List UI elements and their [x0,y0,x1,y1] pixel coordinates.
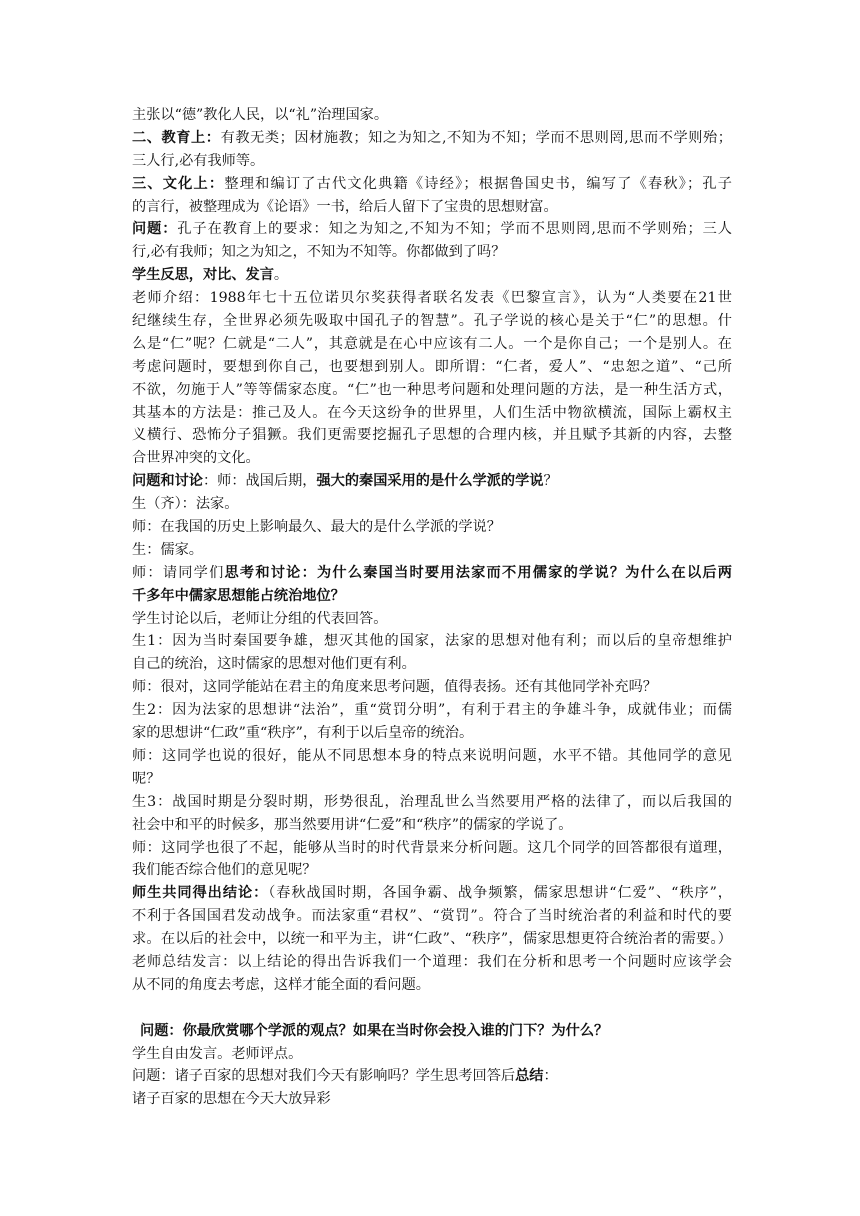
text-line [132,837,732,860]
text-run: 生1：因为当时秦国要争雄，想灭其他的国家，法家的思想对他有利；而以后的皇帝想维护 [132,633,732,650]
text-run: 纪继续生存，全世界必须先吸取中国孔子的智慧”。孔子学说的核心是关于“仁”的思想。什 [132,313,732,330]
text-line [132,104,732,127]
text-line [132,1020,732,1043]
text-line [132,630,732,653]
text-line [132,608,732,631]
text-line [132,516,732,539]
text-run: 主张以“德”教化人民，以“礼”治理国家。 [132,107,389,123]
text-run: 求。在以后的社会中，以统一和平为主，讲“仁政”、“秩序”，儒家思想更符合统治者的需要。） [132,931,732,948]
bold-text: 三、文化上： [132,175,225,192]
text-line [132,1088,732,1111]
text-line [132,859,732,882]
text-run: 呢？ [132,770,161,787]
text-run: 生：儒家。 [132,541,203,558]
text-line [132,539,732,562]
bold-text: 总结 [515,1068,544,1085]
text-run: （春秋战国时期，各国争霸、战争频繁，儒家思想讲“仁爱”、“秩序”， [268,885,732,902]
text-line [132,676,732,699]
bold-text: 千多年中儒家思想能占统治地位？ [132,587,345,604]
bold-text: 强大的秦国采用的是什么学派的学说 [316,473,544,490]
text-line [132,974,732,997]
text-run: 师：在我国的历史上影响最久、最大的是什么学派的学说？ [132,519,501,536]
text-line [132,173,732,196]
text-run: 我们能否综合他们的意见呢？ [132,862,317,879]
text-run: 生2：因为法家的思想讲“法治”，重“赏罚分明”，有利于君主的争雄斗争，成就伟业；而儒 [132,702,732,719]
text-line [132,333,732,356]
text-line [132,1065,732,1088]
text-run: 学生讨论以后，老师让分组的代表回答。 [132,610,388,627]
text-run: 有教无类；因材施教；知之为知之,不知为不知；学而不思则罔,思而不学则殆； [220,129,732,146]
text-run: 行,必有我师；知之为知之，不知为不知等。你都做到了吗？ [132,244,506,261]
text-run: 么是“仁”呢？仁就是“二人”，其意就是在心中应该有二人。一个是你自己；一个是别人。在 [132,335,732,352]
text-line [132,241,732,264]
text-line [132,424,732,447]
text-run: 师：这同学也说的很好，能从不同思想本身的特点来说明问题，水平不错。其他同学的意见 [132,747,732,764]
bold-text: 思考和讨论：为什么秦国当时要用法家而不用儒家的学说？为什么在以后两 [224,564,732,581]
text-run: ： [543,1068,558,1085]
text-run: 生（齐）：法家。 [132,496,239,513]
text-line [132,196,732,219]
bold-text: 师生共同得出结论： [132,885,269,902]
text-line [132,791,732,814]
text-line [132,745,732,768]
bold-text: 问题： [132,221,178,238]
bold-text: 学生反思，对比、发言 [132,267,274,284]
text-line [132,150,732,173]
text-line [132,814,732,837]
text-run: 老师总结发言：以上结论的得出告诉我们一个道理：我们在分析和思考一个问题时应该学会 [132,953,732,970]
text-run: 师：这同学也很了不起，能够从当时的时代背景来分析问题。这几个同学的回答都很有道理， [132,839,732,856]
text-run: 学生自由发言。老师评点。 [132,1045,303,1062]
text-run: 不利于各国国君发动战争。而法家重“君权”、“赏罚”。符合了当时统治者的利益和时代的要 [132,908,732,925]
text-line [132,356,732,379]
text-line [132,882,732,905]
text-line [132,287,732,310]
text-line [132,585,732,608]
text-run: 师：请同学们 [132,564,225,581]
text-run: 家的思想讲“仁政”重“秩序”，有利于以后皇帝的统治。 [132,725,474,742]
text-line [132,768,732,791]
text-run: 不欲，勿施于人”等等儒家态度。“仁”也一种思考问题和处理问题的方法，是一种生活方式， [132,381,732,398]
text-run: 师：很对，这同学能站在君主的角度来思考问题，值得表扬。还有其他同学补充吗？ [132,679,657,696]
text-run: 的言行，被整理成为《论语》一书，给后人留下了宝贵的思想财富。 [132,198,558,215]
text-run: 老师介绍：1988年七十五位诺贝尔奖获得者联名发表《巴黎宣言》，认为“人类要在21世 [132,290,732,307]
text-run: 诸子百家的思想在今天大放异彩 [132,1091,331,1108]
text-run: 生3：战国时期是分裂时期，形势很乱，治理乱世么当然要用严格的法律了，而以后我国的 [132,793,732,810]
text-line [132,218,732,241]
text-line [132,493,732,516]
text-run: ？ [543,473,558,490]
text-run: 从不同的角度去考虑，这样才能全面的看问题。 [132,976,430,993]
text-line [132,951,732,974]
text-line [132,402,732,425]
text-run: 三人行,必有我师等。 [132,152,265,169]
text-run: 考虑问题时，要想到你自己，也要想到别人。即所谓：“仁者，爱人”、“忠恕之道”、“己所 [132,358,732,375]
text-line [132,310,732,333]
bold-text: 二、教育上： [132,129,221,146]
text-run: ：师：战国后期， [202,473,317,490]
text-line [132,653,732,676]
text-run: 整理和编订了古代文化典籍《诗经》；根据鲁国史书，编写了《春秋》；孔子 [224,175,732,192]
bold-text: 问题和讨论 [132,473,203,490]
text-run: 其基本的方法是：推己及人。在今天这纷争的世界里，人们生活中物欲横流，国际上霸权主 [132,404,732,421]
blank-line [132,997,732,1020]
text-line [132,447,732,470]
text-line [132,562,732,585]
text-line [132,379,732,402]
text-run: 。 [273,267,289,284]
text-line [132,264,732,287]
text-run: 问题：诸子百家的思想对我们今天有影响吗？学生思考回答后 [132,1068,516,1085]
text-line [132,127,732,150]
document-body [132,104,732,1111]
text-line [132,722,732,745]
text-run: 自己的统治，这时儒家的思想对他们更有利。 [132,656,416,673]
text-run: 合世界冲突的文化。 [132,450,260,467]
text-run: 孔子在教育上的要求：知之为知之,不知为不知；学而不思则罔,思而不学则殆；三人 [177,221,732,238]
text-line [132,699,732,722]
text-run: 义横行、恐怖分子猖獗。我们更需要挖掘孔子思想的合理内核，并且赋予其新的内容，去整 [132,427,732,444]
text-line [132,928,732,951]
text-line [132,905,732,928]
text-line [132,1043,732,1066]
text-run: 社会中和平的时候多，那当然要用讲“仁爱”和“秩序”的儒家的学说了。 [132,816,573,833]
text-line [132,470,732,493]
bold-text: 问题：你最欣赏哪个学派的观点？如果在当时你会投入谁的门下？为什么？ [140,1022,609,1039]
